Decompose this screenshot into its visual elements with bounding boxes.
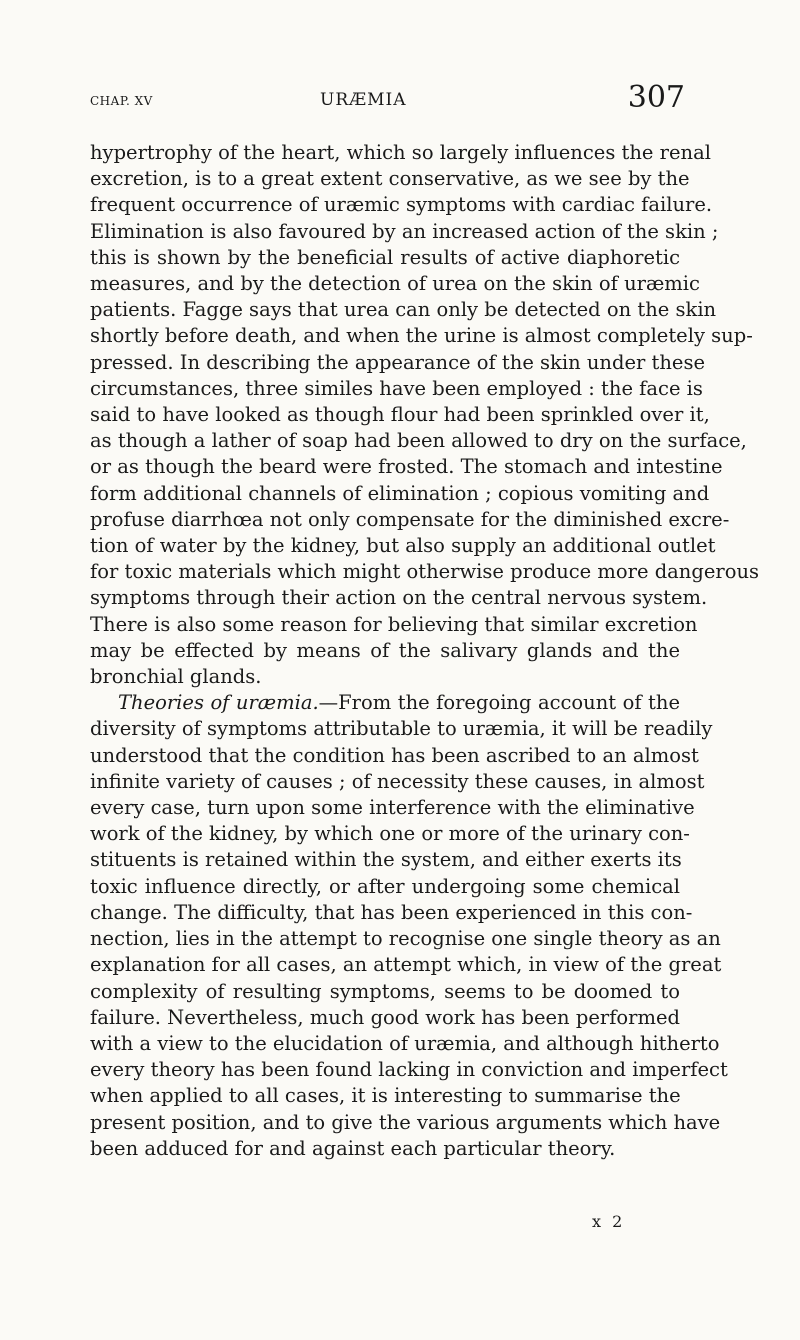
text-line: work of the kidney, by which one or more of the urinary con- [90,822,690,846]
text-line: Elimination is also favoured by an increased action of the skin ; [90,219,719,243]
text-line: diversity of symptoms attributable to uræmia, it will be readily [90,717,713,741]
text-line: patients. Fagge says that urea can only be detected on the skin [90,298,717,322]
text-line: explanation for all cases, an attempt which, in view of the great [90,953,722,977]
text-line: been adduced for and against each particular theory. [90,1136,616,1160]
text-line: hypertrophy of the heart, which so largely influences the renal [90,141,711,164]
running-title: URÆMIA [320,90,407,110]
text-line: excretion, is to a great extent conservative, as we see by the [90,167,690,191]
text-line: form additional channels of elimination ; copious vomiting and [90,481,710,505]
chapter-label: CHAP. XV [90,94,153,108]
text-line: every theory has been found lacking in conviction and imperfect [90,1058,728,1082]
text-line: nection, lies in the attempt to recognise one single theory as an [90,927,721,951]
section-heading: Theories of uræmia. [118,691,319,715]
section-opening-text: —From the foregoing account of the [318,691,680,715]
text-line: tion of water by the kidney, but also supply an additional outlet [90,534,716,558]
signature-mark: x 2 [592,1212,626,1231]
section-opening-line [90,690,680,716]
text-line: shortly before death, and when the urine is almost completely sup- [90,324,753,348]
text-line: or as though the beard were frosted. The stomach and intestine [90,455,723,479]
text-line: present position, and to give the various arguments which have [90,1110,721,1134]
page-number: 307 [627,80,685,115]
text-line: failure. Nevertheless, much good work has been performed [90,1005,680,1029]
text-line: as though a lather of soap had been allowed to dry on the surface, [90,429,747,453]
text-line: toxic influence directly, or after undergoing some chemical [90,874,680,898]
text-line: for toxic materials which might otherwise produce more dangerous [90,560,760,584]
text-line: said to have looked as though flour had been sprinkled over it, [90,403,710,427]
text-line: pressed. In describing the appearance of the skin under these [90,350,706,374]
text-line: this is shown by the beneficial results of active diaphoretic [90,245,680,269]
text-line: bronchial glands. [90,665,262,689]
text-line: change. The difficulty, that has been experienced in this con- [90,900,693,924]
text-line: with a view to the elucidation of uræmia, and although hitherto [90,1031,720,1055]
text-line: may be effected by means of the salivary glands and the [90,638,680,662]
text-line: profuse diarrhœa not only compensate for the diminished excre- [90,507,730,531]
text-line: every case, turn upon some interference with the eliminative [90,796,695,820]
page-body [90,140,760,1162]
text-line: frequent occurrence of uræmic symptoms with cardiac failure. [90,193,713,217]
text-line: complexity of resulting symptoms, seems to be doomed to [90,979,680,1003]
text-line: stituents is retained within the system, and either exerts its [90,848,682,872]
text-line: There is also some reason for believing that similar excretion [90,612,698,636]
text-line: measures, and by the detection of urea on the skin of uræmic [90,272,700,296]
text-line: infinite variety of causes ; of necessity these causes, in almost [90,769,705,793]
text-line: understood that the condition has been ascribed to an almost [90,743,699,767]
text-line: when applied to all cases, it is interesting to summarise the [90,1084,681,1108]
text-line: symptoms through their action on the central nervous system. [90,586,708,610]
page-header [90,80,685,126]
text-line: circumstances, three similes have been employed : the face is [90,376,703,400]
